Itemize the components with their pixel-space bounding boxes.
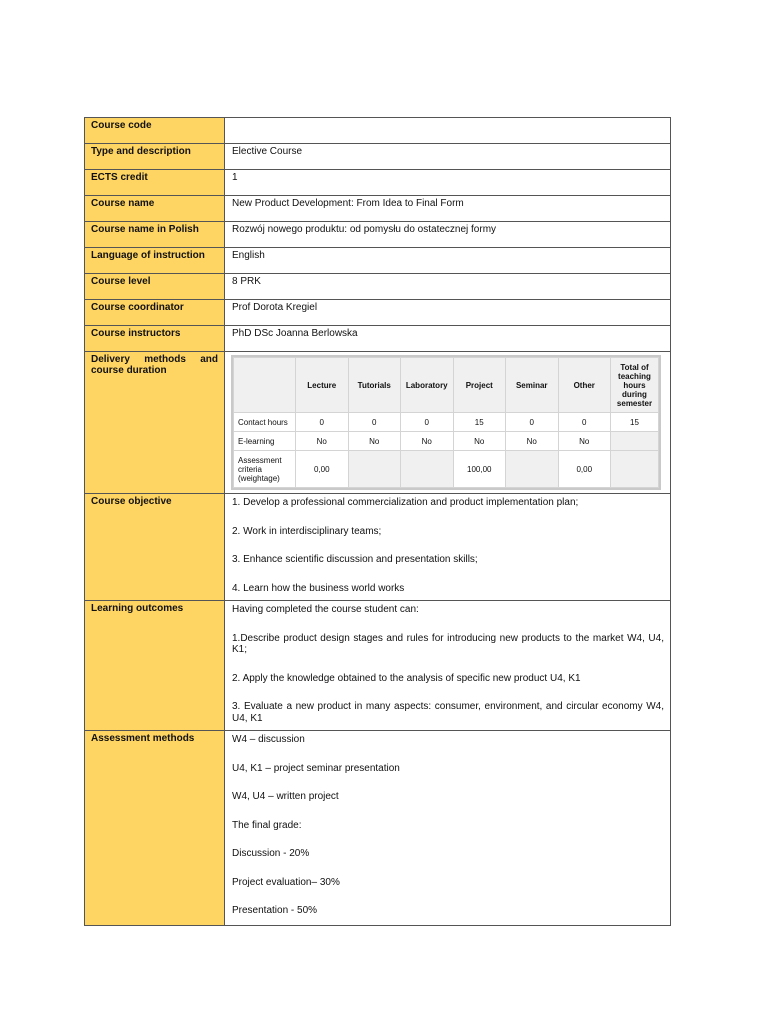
- row-assessment: [85, 731, 671, 926]
- course-table: [84, 117, 671, 926]
- label-course-name-pl: Course name in Polish: [85, 222, 225, 248]
- label-coordinator: Course coordinator: [85, 300, 225, 326]
- delivery-cell: [401, 451, 454, 488]
- value-course-name: New Product Development: From Idea to Final Form: [225, 196, 671, 222]
- delivery-cell: No: [296, 432, 349, 451]
- assessment-item: Discussion - 20%: [232, 848, 310, 859]
- delivery-header-lecture: Lecture: [296, 358, 349, 413]
- delivery-header-laboratory: Laboratory: [401, 358, 454, 413]
- row-objective: [85, 494, 671, 601]
- label-delivery-line2: course duration: [91, 365, 167, 376]
- value-coordinator: Prof Dorota Kregiel: [225, 300, 671, 326]
- delivery-cell: [611, 451, 659, 488]
- label-outcomes: Learning outcomes: [85, 601, 225, 731]
- delivery-header-corner: [234, 358, 296, 413]
- delivery-cell: Assessment criteria (weightage): [234, 451, 296, 488]
- delivery-row-e-learning: [234, 432, 659, 451]
- course-sheet: [84, 117, 671, 926]
- value-course-code: [225, 118, 671, 144]
- row-level: [85, 274, 671, 300]
- delivery-cell: No: [558, 432, 611, 451]
- delivery-cell: 15: [611, 413, 659, 432]
- delivery-cell: 0: [296, 413, 349, 432]
- label-course-name: Course name: [85, 196, 225, 222]
- delivery-header-seminar: Seminar: [506, 358, 559, 413]
- delivery-table: [233, 357, 659, 488]
- outcome-item: 1.Describe product design stages and rules for introducing new products to the market W4, U4, K1;: [232, 632, 664, 655]
- label-objective: Course objective: [85, 494, 225, 601]
- row-instructors: [85, 326, 671, 352]
- row-outcomes: [85, 601, 671, 731]
- delivery-cell: 0,00: [558, 451, 611, 488]
- objective-item: 4. Learn how the business world works: [232, 582, 405, 594]
- row-delivery: [85, 352, 671, 494]
- label-delivery-line1: Delivery methods and: [91, 354, 218, 365]
- label-language: Language of instruction: [85, 248, 225, 274]
- delivery-header-total: Total of teaching hours during semester: [611, 358, 659, 413]
- row-course-name-pl: [85, 222, 671, 248]
- delivery-cell: No: [401, 432, 454, 451]
- delivery-cell: E-learning: [234, 432, 296, 451]
- delivery-cell: 0: [348, 413, 401, 432]
- value-language: English: [225, 248, 671, 274]
- delivery-cell: Contact hours: [234, 413, 296, 432]
- delivery-header-project: Project: [453, 358, 506, 413]
- value-assessment: [225, 731, 671, 926]
- row-language: [85, 248, 671, 274]
- assessment-item: W4 – discussion: [232, 734, 305, 745]
- outcome-item: Having completed the course student can:: [232, 604, 419, 615]
- row-ects: [85, 170, 671, 196]
- delivery-cell: No: [506, 432, 559, 451]
- row-coordinator: [85, 300, 671, 326]
- delivery-header-row: [234, 358, 659, 413]
- value-ects: 1: [225, 170, 671, 196]
- delivery-cell: No: [453, 432, 506, 451]
- label-delivery: [85, 352, 225, 494]
- value-instructors: PhD DSc Joanna Berlowska: [225, 326, 671, 352]
- row-type: [85, 144, 671, 170]
- label-ects: ECTS credit: [85, 170, 225, 196]
- label-type: Type and description: [85, 144, 225, 170]
- value-objective: [225, 494, 671, 601]
- delivery-header-other: Other: [558, 358, 611, 413]
- delivery-row-contact-hours: [234, 413, 659, 432]
- objective-item: 2. Work in interdisciplinary teams;: [232, 525, 382, 537]
- delivery-cell: No: [348, 432, 401, 451]
- value-course-name-pl: Rozwój nowego produktu: od pomysłu do ostatecznej formy: [225, 222, 671, 248]
- delivery-cell: 0: [401, 413, 454, 432]
- row-course-code: [85, 118, 671, 144]
- delivery-cell: [506, 451, 559, 488]
- delivery-row-assessment: [234, 451, 659, 488]
- delivery-cell: 100,00: [453, 451, 506, 488]
- label-assessment: Assessment methods: [85, 731, 225, 926]
- delivery-table-frame: [231, 355, 661, 490]
- delivery-cell: 15: [453, 413, 506, 432]
- delivery-header-tutorials: Tutorials: [348, 358, 401, 413]
- assessment-item: Project evaluation– 30%: [232, 876, 340, 888]
- assessment-item: W4, U4 – written project: [232, 791, 339, 802]
- assessment-item: U4, K1 – project seminar presentation: [232, 762, 400, 774]
- delivery-cell: [611, 432, 659, 451]
- row-course-name: [85, 196, 671, 222]
- label-course-code: Course code: [85, 118, 225, 144]
- delivery-cell: [348, 451, 401, 488]
- outcome-item: 2. Apply the knowledge obtained to the analysis of specific new product U4, K1: [232, 672, 581, 684]
- assessment-item: Presentation - 50%: [232, 905, 318, 916]
- value-type: Elective Course: [225, 144, 671, 170]
- objective-item: 1. Develop a professional commercialization and product implementation plan;: [232, 497, 579, 508]
- label-level: Course level: [85, 274, 225, 300]
- label-instructors: Course instructors: [85, 326, 225, 352]
- value-level: 8 PRK: [225, 274, 671, 300]
- outcome-item: 3. Evaluate a new product in many aspects: consumer, environment, and circular economy W4, U4, K1: [232, 701, 664, 724]
- value-delivery: [225, 352, 671, 494]
- delivery-cell: 0: [506, 413, 559, 432]
- delivery-cell: 0: [558, 413, 611, 432]
- objective-item: 3. Enhance scientific discussion and presentation skills;: [232, 554, 478, 565]
- value-outcomes: [225, 601, 671, 731]
- assessment-item: The final grade:: [232, 819, 302, 831]
- delivery-cell: 0,00: [296, 451, 349, 488]
